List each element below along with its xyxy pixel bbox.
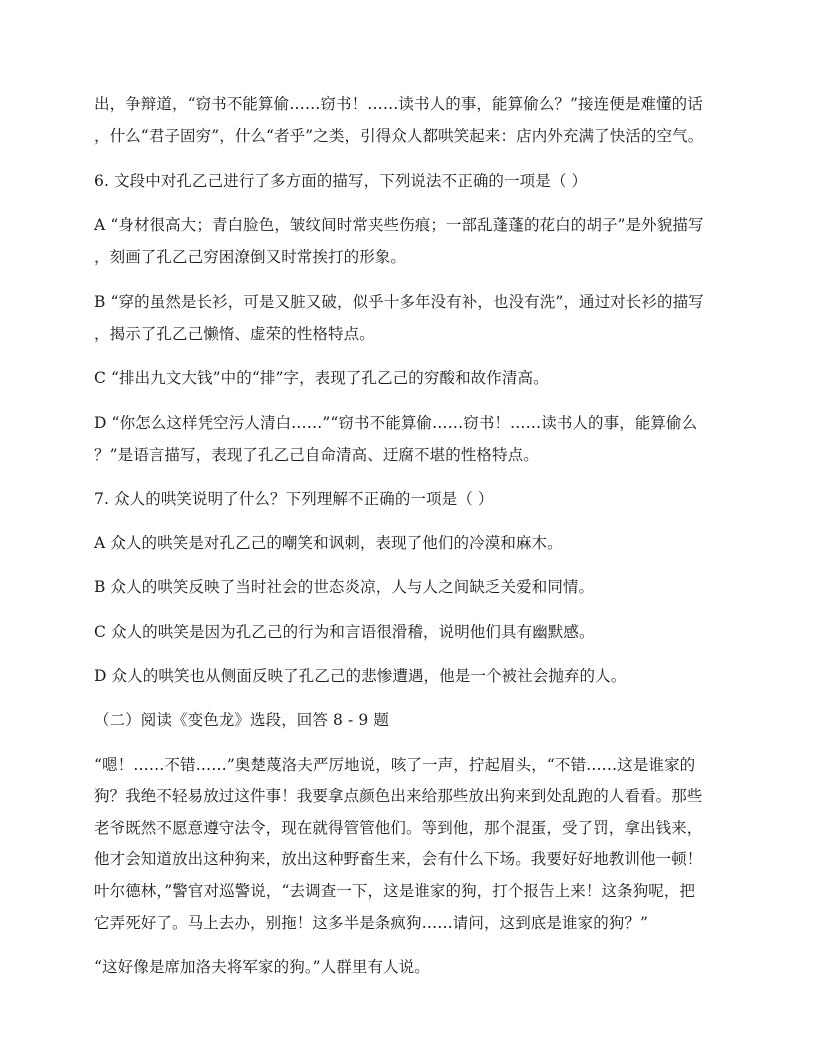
- passage-line: 狗？我绝不轻易放过这件事！我要拿点颜色出来给那些放出狗来到处乱跑的人看看。那些: [94, 787, 703, 805]
- question-6-option-d-cont: ？”是语言描写，表现了孔乙己自命清高、迂腐不堪的性格特点。: [94, 446, 539, 464]
- passage-line: 他才会知道放出这种狗来，放出这种野畜生来，会有什么下场。我要好好地教训他一顿！: [94, 850, 703, 868]
- question-6-option-a: A “身材很高大；青白脸色，皱纹间时常夹些伤痕；一部乱蓬蓬的花白的胡子”是外貌描写: [94, 216, 704, 234]
- question-6-option-b: B “穿的虽然是长衫，可是又脏又破，似乎十多年没有补，也没有洗”，通过对长衫的描写: [94, 293, 704, 311]
- question-7-option-c: C 众人的哄笑是因为孔乙己的行为和言语很滑稽，说明他们具有幽默感。: [94, 623, 595, 641]
- question-7-stem: 7. 众人的哄笑说明了什么？下列理解不正确的一项是（ ）: [94, 490, 494, 508]
- section-heading: （二）阅读《变色龙》选段，回答 8 - 9 题: [94, 711, 389, 729]
- passage-line: 老爷既然不愿意遵守法令，现在就得管管他们。等到他，那个混蛋，受了罚，拿出钱来，: [94, 819, 703, 837]
- question-6-stem: 6. 文段中对孔乙己进行了多方面的描写，下列说法不正确的一项是（ ）: [94, 172, 588, 190]
- question-7-option-b: B 众人的哄笑反映了当时社会的世态炎凉，人与人之间缺乏关爱和同情。: [94, 578, 595, 596]
- question-6-option-d: D “你怎么这样凭空污人清白……”“窃书不能算偷……窃书！……读书人的事，能算偷么: [94, 414, 698, 432]
- passage-line: “嗯！……不错……”奥楚蔑洛夫严厉地说，咳了一声，拧起眉头，“不错……这是谁家的: [94, 756, 696, 774]
- question-6-option-c: C “排出九文大钱”中的“排”字，表现了孔乙己的穷酸和故作清高。: [94, 369, 549, 387]
- text-line: ，什么“君子固穷”，什么“者乎”之类，引得众人都哄笑起来：店内外充满了快活的空气。: [94, 127, 704, 145]
- question-7-option-a: A 众人的哄笑是对孔乙己的嘲笑和讽刺，表现了他们的冷漠和麻木。: [94, 534, 563, 552]
- passage-line: 叶尔德林，”警官对巡警说，“去调查一下，这是谁家的狗，打个报告上来！这条狗呢，把: [94, 882, 696, 900]
- question-7-option-d: D 众人的哄笑也从侧面反映了孔乙己的悲惨遭遇，他是一个被社会抛弃的人。: [94, 667, 627, 685]
- passage-line: 它弄死好了。马上去办，别拖！这多半是条疯狗……请问，这到底是谁家的狗？”: [94, 914, 649, 932]
- question-6-option-a-cont: ，刻画了孔乙己穷困潦倒又时常挨打的形象。: [94, 248, 407, 266]
- question-6-option-b-cont: ，揭示了孔乙己懒惰、虚荣的性格特点。: [94, 325, 375, 343]
- passage-line: “这好像是席加洛夫将军家的狗。”人群里有人说。: [94, 958, 430, 976]
- text-line: 出，争辩道，“窃书不能算偷……窃书！……读书人的事，能算偷么？”接连便是难懂的话: [94, 95, 703, 113]
